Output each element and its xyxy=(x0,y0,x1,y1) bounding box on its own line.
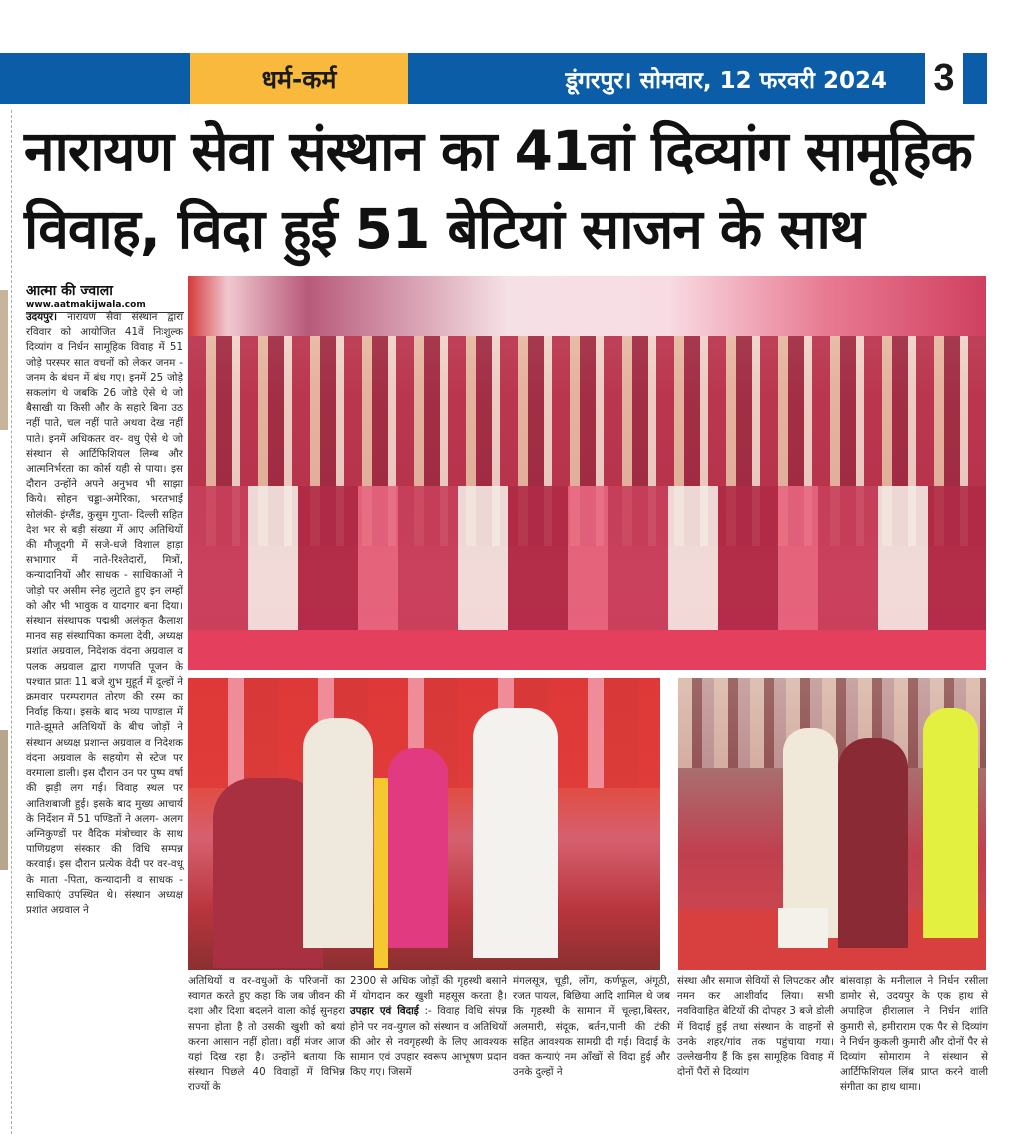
byline xyxy=(26,281,184,313)
section-label: धर्म-कर्म xyxy=(190,53,408,104)
article-column-5: संस्था और समाज सेवियों से लिपटकर और नमन कर आशीर्वाद लिया। सभी नवविवाहित बेटियों की दोपहर 3 बजे डोली में विदाई हुई तथा संस्थान के वाहनों से उनके शहर/गांव तक पहुंचाया गया। उल्लेखनीय हैं कि इस सामूहिक विवाह में दोनों पैरों से दिव्यांग xyxy=(677,975,834,1079)
bottom-right-photo xyxy=(678,678,986,970)
page-header xyxy=(0,53,1011,104)
article-headline xyxy=(24,112,994,268)
headline-line-1: नारायण सेवा संस्थान का 41वां दिव्यांग सामूहिक xyxy=(24,119,972,183)
article-column-6: बांसवाड़ा के मनीलाल ने निर्धन रसीला डामोर से, उदयपुर के एक हाथ से अपाहिज हीरालाल ने निर्धन शांति कुमारी से, हमीराराम एक पैर से दिव्यांग ने निर्धन कुकली कुमारी और दोनों पैर से दिव्यांग सोमाराम ने संस्थान से आर्टिफिशियल लिंब प्राप्त करने वाली संगीता का हाथ थामा। xyxy=(840,975,988,1094)
article-column-2: अतिथियों व वर-वधुओं के परिजनों का स्वागत करते हुए कहा कि जब जीवन की दशा और दिशा बदलने वाला कोई सुनहरा सपना होता है तो उसकी खुशी को बयां करना आसान नहीं होता। वहीं मंजर आज यहां दिख रहा है। उन्होंने बताया कि संस्थान पिछले 40 विवाहों में विभिन्न राज्यों के xyxy=(188,975,345,1094)
column-text: 2300 से अधिक जोड़ों की गृहस्थी बसाने में योगदान कर खुशी महसूस करता है। xyxy=(350,975,507,1003)
column-text: नारायण सेवा संस्थान द्वारा रविवार को आयोजित 41वें निःशुल्क दिव्यांग व निर्धन सामूहिक विवाह में 51 जोड़े परस्पर सात वचनों को लेकर जनम - जनम के बंधन में बंध गए। इनमें 25 जोड़े सकलांग थे जबकि 26 जोडे ऐसे थे जो बैसाखी या किसी और के सहारे बिना उठ नहीं पाते, चल नहीं पाते अथवा देख नहीं पाते। इनमें अधिकतर वर- वधु ऐसे थे जो संस्थान से आर्टिफिशियल लिम्ब और आत्मनिर्भरता का कोर्स यही से पाया। इस दौरान उन्होंने अपने अनुभव भी साझा किये। सोहन चड्डा-अमेरिका, भरतभाई सोलंकी- इंग्लैंड, कुसुम गुप्ता- दिल्ली सहित देश भर से बड़ी संख्या में आए अतिथियों की मौजूदगी में सजे-धजे विशाल हाड़ा सभागार में नाते-रिश्तेदारों, मित्रों, कन्यादानियों और साधक - साधिकाओं ने जोड़ो पर असीम स्नेह लुटाते हुए इन लम्हों को और भी भावुक व यादगार बना दिया। संस्थान संस्थापक पद्मश्री अलंकृत कैलाश मानव सह संस्थापिका कमला देवी, अध्यक्ष प्रशांत अग्रवाल, निदेशक वंदना अग्रवाल व पलक अग्रवाल द्वारा गणपति पूजन के पश्चात प्रातः 11 बजे शुभ मुहूर्त में दूल्हों ने क्रमवार परम्परागत तोरण की रस्म का निर्वाह किया। इसके बाद भव्य पाण्डाल में गाते-झूमते अतिथियों के बीच जोड़ों ने संस्थान अध्यक्ष प्रशान्त अग्रवाल व निदेशक वंदना अग्रवाल के सहयोग से स्टेज पर वरमाला डाली। इस दौरान उन पर पुष्प वर्षा की झड़ी लग गई। विवाह स्थल पर आतिशबाजी हुई। इसके बाद मुख्य आचार्य के निर्देशन में 51 पण्डितों ने अलग- अलग अग्निकुण्डों पर वैदिक मंत्रोच्चार के साथ पाणिग्रहण संस्कार की विधि सम्पन्न करवाई। इस दौरान प्रत्येक वेदी पर वर-वधू के माता -पिता, कन्यादानी व साधक - साधिकाएं उपस्थित थे। संस्थान अध्यक्ष प्रशांत अग्रवाल ने xyxy=(26,311,183,916)
source-name: आत्मा की ज्वाला xyxy=(26,283,113,299)
dateline: डूंगरपुर। सोमवार, 12 फरवरी 2024 xyxy=(408,53,925,104)
dateline-place: उदयपुर। xyxy=(26,311,58,323)
headline-line-2: विवाह, विदा हुई 51 बेटियां साजन के साथ xyxy=(24,197,864,261)
adjacent-column-strip xyxy=(0,110,12,1134)
page-number: 3 xyxy=(925,53,963,104)
adjacent-photo-fragment xyxy=(0,290,8,430)
main-photo xyxy=(188,276,986,670)
article-column-1 xyxy=(26,310,183,918)
source-url[interactable]: www.aatmakijwala.com xyxy=(26,300,184,313)
article-column-3 xyxy=(350,974,507,1080)
column-text: :- विवाह विधि संपन्न होने पर नव-युगल को संस्थान व अतिथियों की ओर से नवगृहस्थी के लिए आवश्यक सामान एवं उपहार स्वरूप आभूषण प्रदान किए गए। जिसमें xyxy=(350,1005,507,1079)
header-blue-band-left xyxy=(0,53,190,104)
article-column-4: मंगलसूत्र, चूड़ी, लोंग, कर्णफूल, अंगूठी, रजत पायल, बिछिया आदि शामिल थे जब कि गृहस्थी के सामान में चूल्हा,बिस्तर, अलमारी, संदूक, बर्तन,पानी की टंकी सहित आवश्यक सामग्री दी गई। विदाई के वक्त कन्याएं नम आँखों से विदा हुई और उनके दुल्हों ने xyxy=(513,975,670,1079)
header-blue-band-right xyxy=(963,53,987,104)
bottom-left-photo xyxy=(188,678,660,970)
adjacent-photo-fragment xyxy=(0,730,8,870)
subhead-gifts-farewell: उपहार एवं विदाई xyxy=(350,1005,419,1018)
